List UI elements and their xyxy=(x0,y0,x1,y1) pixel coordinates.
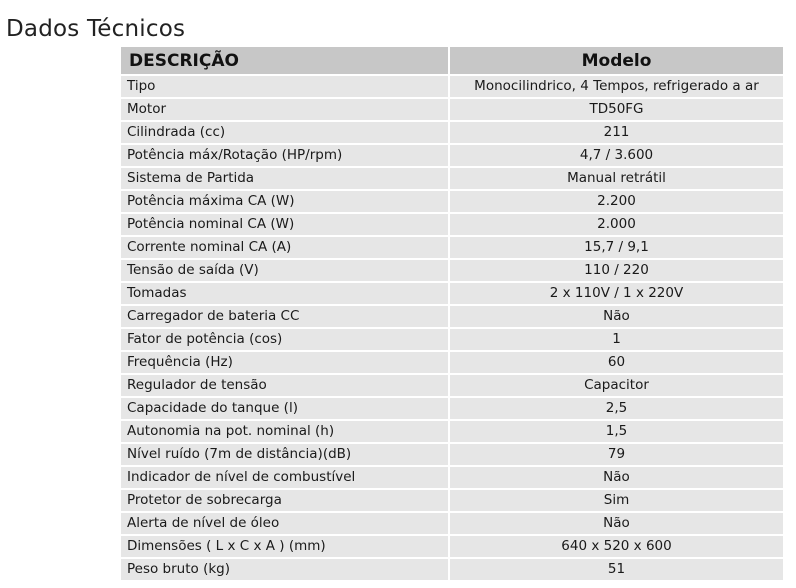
table-row xyxy=(121,374,783,397)
header-model: Modelo xyxy=(449,47,783,75)
header-description: DESCRIÇÃO xyxy=(121,47,449,75)
row-value: 1,5 xyxy=(449,420,783,443)
row-label: Autonomia na pot. nominal (h) xyxy=(121,420,449,443)
table-row xyxy=(121,443,783,466)
row-label: Carregador de bateria CC xyxy=(121,305,449,328)
row-value: 79 xyxy=(449,443,783,466)
row-label: Dimensões ( L x C x A ) (mm) xyxy=(121,535,449,558)
row-label: Peso bruto (kg) xyxy=(121,558,449,581)
row-value: 2,5 xyxy=(449,397,783,420)
row-label: Potência máxima CA (W) xyxy=(121,190,449,213)
row-value: 2.200 xyxy=(449,190,783,213)
row-label: Indicador de nível de combustível xyxy=(121,466,449,489)
row-label: Tipo xyxy=(121,75,449,98)
table-row xyxy=(121,144,783,167)
row-label: Corrente nominal CA (A) xyxy=(121,236,449,259)
row-label: Potência nominal CA (W) xyxy=(121,213,449,236)
row-value: 60 xyxy=(449,351,783,374)
row-value: 15,7 / 9,1 xyxy=(449,236,783,259)
row-value: Não xyxy=(449,305,783,328)
row-label: Tomadas xyxy=(121,282,449,305)
row-label: Nível ruído (7m de distância)(dB) xyxy=(121,443,449,466)
row-value: Não xyxy=(449,466,783,489)
row-value: TD50FG xyxy=(449,98,783,121)
table-row xyxy=(121,466,783,489)
table-row xyxy=(121,98,783,121)
row-value: 211 xyxy=(449,121,783,144)
table-row xyxy=(121,305,783,328)
row-label: Cilindrada (cc) xyxy=(121,121,449,144)
table-row xyxy=(121,121,783,144)
table-row xyxy=(121,397,783,420)
row-value: 110 / 220 xyxy=(449,259,783,282)
table-row xyxy=(121,351,783,374)
table-header-row xyxy=(121,47,783,75)
table-row xyxy=(121,535,783,558)
table-row xyxy=(121,213,783,236)
row-value: 1 xyxy=(449,328,783,351)
row-value: Manual retrátil xyxy=(449,167,783,190)
page-title: Dados Técnicos xyxy=(6,16,186,43)
row-label: Potência máx/Rotação (HP/rpm) xyxy=(121,144,449,167)
row-label: Tensão de saída (V) xyxy=(121,259,449,282)
row-label: Regulador de tensão xyxy=(121,374,449,397)
table-row xyxy=(121,512,783,535)
table-row xyxy=(121,558,783,581)
row-value: Sim xyxy=(449,489,783,512)
row-label: Motor xyxy=(121,98,449,121)
table-row xyxy=(121,328,783,351)
row-value: Capacitor xyxy=(449,374,783,397)
row-label: Frequência (Hz) xyxy=(121,351,449,374)
row-value: 51 xyxy=(449,558,783,581)
row-label: Capacidade do tanque (l) xyxy=(121,397,449,420)
row-value: Monocilindrico, 4 Tempos, refrigerado a ar xyxy=(449,75,783,98)
row-label: Protetor de sobrecarga xyxy=(121,489,449,512)
row-value: 2 x 110V / 1 x 220V xyxy=(449,282,783,305)
table-row xyxy=(121,420,783,443)
table-row xyxy=(121,167,783,190)
table-row xyxy=(121,489,783,512)
row-value: 640 x 520 x 600 xyxy=(449,535,783,558)
row-value: Não xyxy=(449,512,783,535)
row-value: 2.000 xyxy=(449,213,783,236)
row-label: Fator de potência (cos) xyxy=(121,328,449,351)
table-row xyxy=(121,259,783,282)
table-row xyxy=(121,190,783,213)
row-label: Alerta de nível de óleo xyxy=(121,512,449,535)
table-row xyxy=(121,236,783,259)
row-value: 4,7 / 3.600 xyxy=(449,144,783,167)
spec-table xyxy=(121,47,783,582)
table-row xyxy=(121,282,783,305)
row-label: Sistema de Partida xyxy=(121,167,449,190)
table-row xyxy=(121,75,783,98)
